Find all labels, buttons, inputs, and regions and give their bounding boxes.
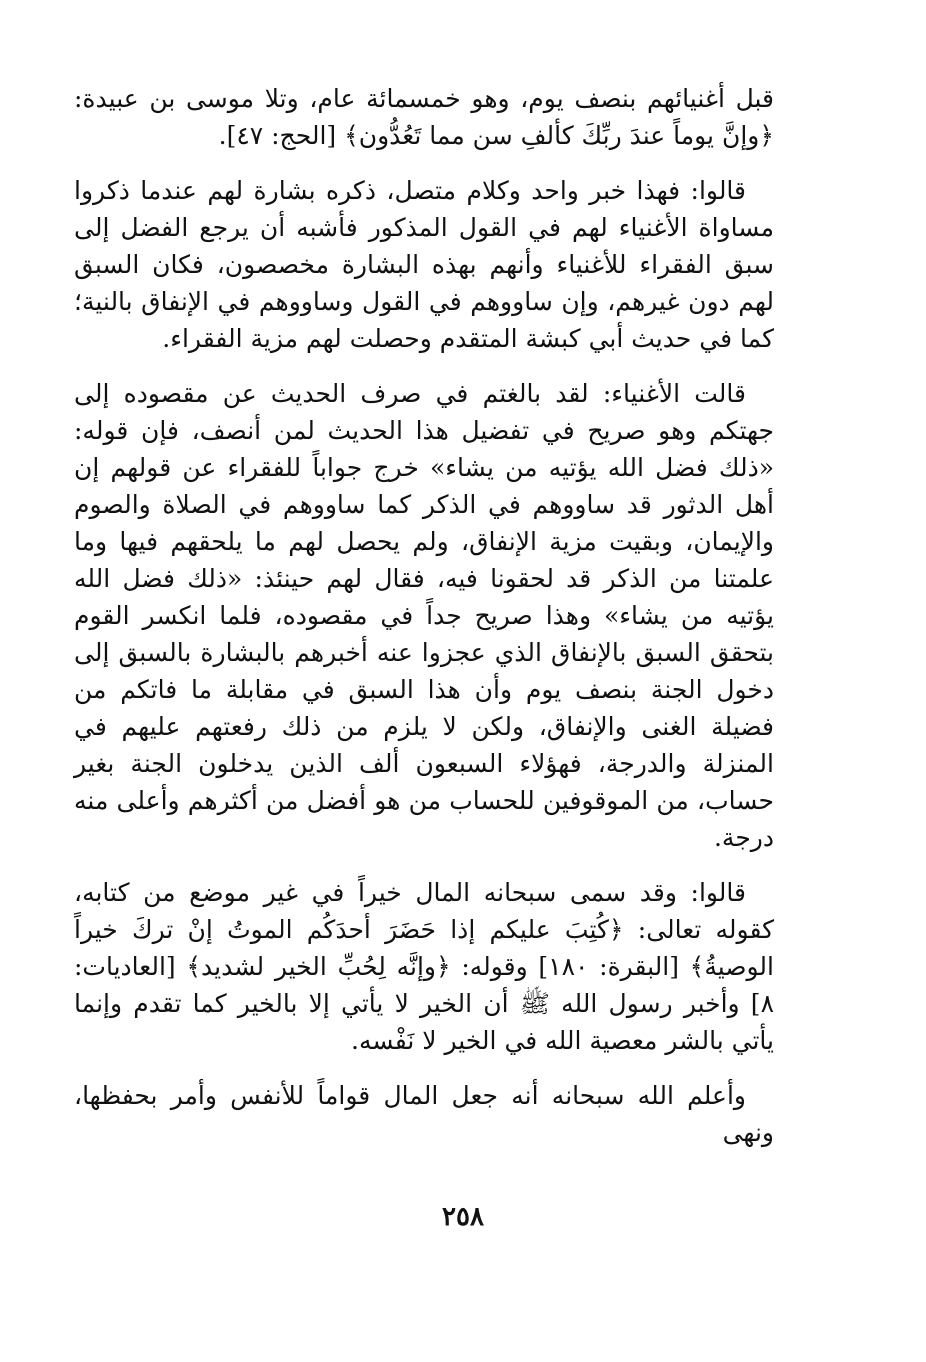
- paragraph-1: قبل أغنيائهم بنصف يوم، وهو خمسمائة عام، وتلا موسى بن عبيدة: ﴿وإنَّ يوماً عندَ ربِّكَ كألفِ سن مما تَعُدُّون﴾ [الحج: ٤٧].: [74, 84, 774, 150]
- paragraph-3: قالت الأغنياء: لقد بالغتم في صرف الحديث عن مقصوده إلى جهتكم وهو صريح في تفضيل هذا الحديث لمن أنصف، فإن قوله: «ذلك فضل الله يؤتيه من يشاء» خرج جواباً للفقراء عن قولهم إن أهل الدثور قد ساووهم في الذكر كما ساووهم في الصلاة والصوم والإيمان، وبقيت مزية الإنفاق، ولم يحصل لهم ما يلحقهم فيها وما علمتنا من الذكر قد لحقونا فيه، فقال لهم حينئذ: «ذلك فضل الله يؤتيه من يشاء» وهذا صريح جداً في مقصوده، فلما انكسر القوم بتحقق السبق بالإنفاق الذي عجزوا عنه أخبرهم بالبشارة بالسبق إلى دخول الجنة بنصف يوم وأن هذا السبق في مقابلة ما فاتكم من فضيلة الغنى والإنفاق، ولكن لا يلزم من ذلك رفعتهم عليهم في المنزلة والدرجة، فهؤلاء السبعون ألف الذين يدخلون الجنة بغير حساب، من الموقوفين للحساب من هو أفضل من أكثرهم وأعلى منه درجة.: [74, 379, 774, 852]
- paragraph-2: قالوا: فهذا خبر واحد وكلام متصل، ذكره بشارة لهم عندما ذكروا مساواة الأغنياء لهم في القول المذكور فأشبه أن يرجع الفضل إلى سبق الفقراء للأغنياء وأنهم بهذه البشارة مخصصون، فكان السبق لهم دون غيرهم، وإن ساووهم في القول وساووهم في الإنفاق بالنية؛ كما في حديث أبي كبشة المتقدم وحصلت لهم مزية الفقراء.: [74, 176, 774, 353]
- page-body-text: [74, 80, 774, 1169]
- page-number: ٢٥٨: [442, 1202, 484, 1232]
- paragraph-4: قالوا: وقد سمى سبحانه المال خيراً في غير موضع من كتابه، كقوله تعالى: ﴿كُتِبَ عليكم إذا حَضَرَ أحدَكُم الموتُ إنْ تركَ خيراً الوصيةُ﴾ [البقرة: ١٨٠] وقوله: ﴿وإنَّه لِحُبِّ الخير لشديد﴾ [العاديات: ٨] وأخبر رسول الله ﷺ أن الخير لا يأتي إلا بالخير كما تقدم وإنما يأتي بالشر معصية الله في الخير لا نَفْسه.: [74, 878, 774, 1055]
- paragraph-5: وأعلم الله سبحانه أنه جعل المال قواماً للأنفس وأمر بحفظها، ونهى: [74, 1081, 774, 1147]
